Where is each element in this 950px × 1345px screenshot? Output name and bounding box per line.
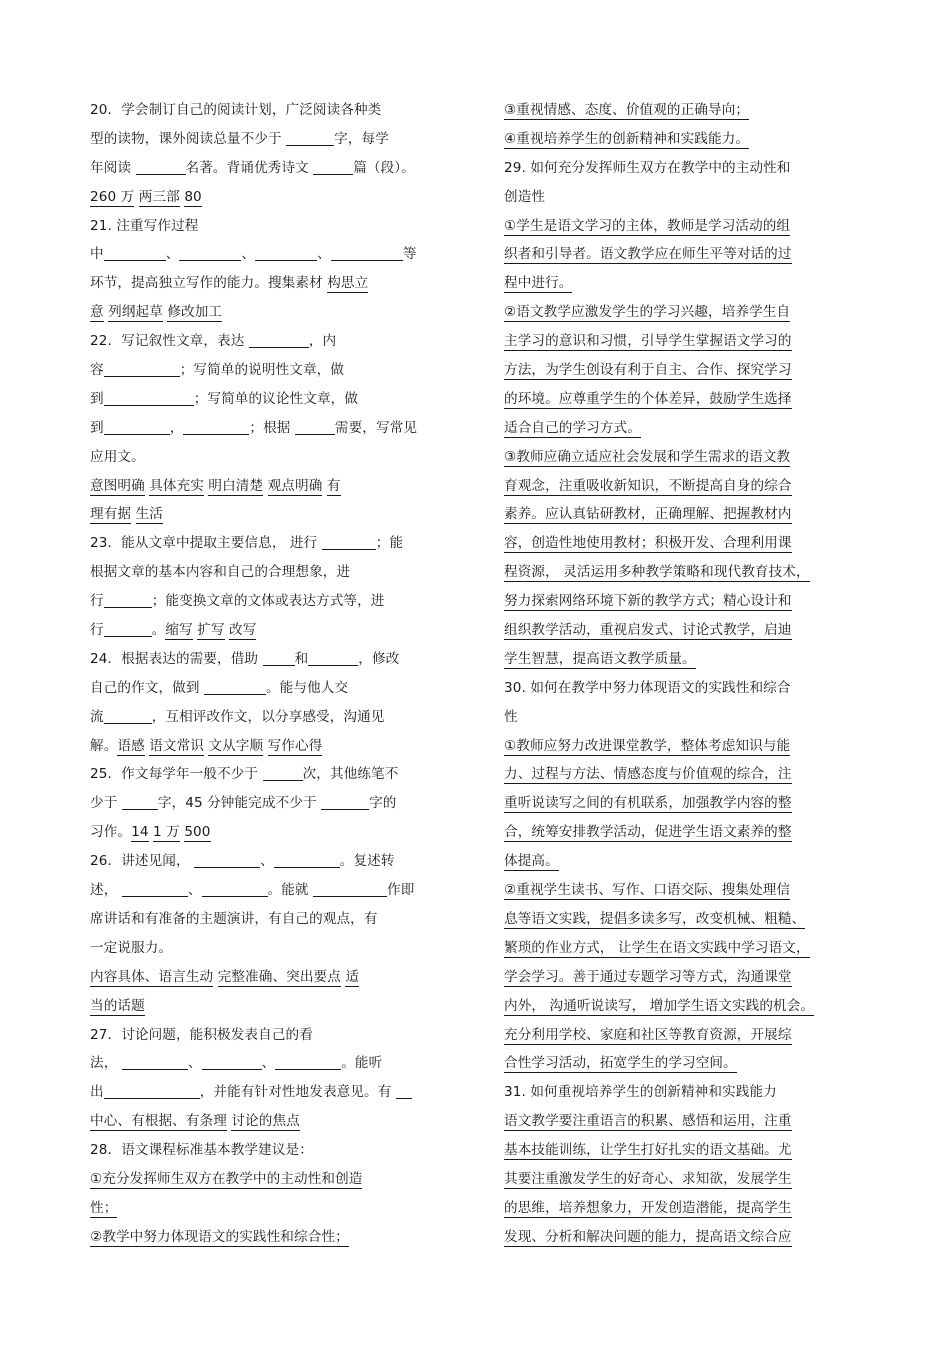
question-text: 作即 <box>387 882 415 899</box>
answer-blank <box>104 590 152 608</box>
question-text: 。能与他人交 <box>265 679 349 696</box>
answer-text: 中心、有根据、有条理 <box>90 1113 227 1130</box>
question-text: 、 <box>261 1055 276 1072</box>
answer-text: 合，统筹安排教学活动，促进学生语文素养的整 <box>504 824 792 841</box>
answer-blank <box>183 417 249 435</box>
question-text: 应用文。 <box>90 448 145 465</box>
text-line <box>504 732 864 761</box>
text-line <box>504 500 864 529</box>
question-text: 根据文章的基本内容和自己的合理想象，进 <box>90 564 351 581</box>
question-text: 性 <box>504 708 518 725</box>
text-line <box>90 212 450 241</box>
question-text: 解。 <box>90 737 118 754</box>
question-text: 、 <box>187 882 202 899</box>
question-text: 字，每学 <box>334 130 389 147</box>
question-text: 22．写记叙性文章，表达 <box>90 333 249 350</box>
answer-text: 合性学习活动，拓宽学生的学习空间。 <box>504 1055 737 1072</box>
text-line <box>90 327 450 356</box>
answer-text: ②重视学生读书、写作、口语交际、搜集处理信 <box>504 882 791 899</box>
answer-text: 重听说读写之间的有机联系，加强教学内容的整 <box>504 795 792 812</box>
answer-text: 体提高。 <box>504 853 559 870</box>
answer-text: 意 <box>90 304 104 321</box>
question-text: ， <box>169 419 184 436</box>
text-line <box>504 1049 864 1078</box>
text-line <box>90 587 450 616</box>
text-line <box>90 1021 450 1050</box>
text-line <box>90 558 450 587</box>
answer-text: 的环境。应尊重学生的个体差异，鼓励学生选择 <box>504 390 792 407</box>
text-line <box>504 529 864 558</box>
answer-blank <box>396 1081 412 1099</box>
question-text: ；能变换文章的文体或表达方式等，进 <box>151 593 385 610</box>
text-line <box>90 732 450 761</box>
text-line <box>504 269 864 298</box>
answer-text: ④重视培养学生的创新精神和实践能力。 <box>504 130 750 147</box>
question-text: 、 <box>165 246 180 263</box>
question-text <box>263 738 267 754</box>
answer-text: ①充分发挥师生双方在教学中的主动性和创造 <box>90 1170 363 1187</box>
question-text: 中 <box>90 246 104 263</box>
answer-text: 息等语文实践，提倡多读多写，改变机械、粗糙、 <box>504 910 806 927</box>
question-text: 。能听 <box>341 1055 383 1072</box>
text-line <box>504 298 864 327</box>
text-line <box>90 298 450 327</box>
answer-text: 发现、分析和解决问题的能力，提高语文综合应 <box>504 1228 792 1245</box>
text-line <box>90 818 450 847</box>
text-line <box>90 963 450 992</box>
answer-text: 语文教学要注重语言的积累、感悟和运用，注重 <box>504 1113 792 1130</box>
answer-blank <box>136 157 186 175</box>
answer-text: ①学生是语文学习的主体，教师是学习活动的组 <box>504 217 791 234</box>
answer-text: 文从字顺 <box>208 737 264 754</box>
text-line <box>504 789 864 818</box>
text-line <box>504 327 864 356</box>
question-text: 容 <box>90 362 104 379</box>
answer-blank <box>104 706 152 724</box>
text-line <box>90 183 450 212</box>
text-line <box>504 154 864 183</box>
question-text: 需要，写常见 <box>334 419 418 436</box>
text-line <box>90 703 450 732</box>
question-text: 21. 注重写作过程 <box>90 217 199 234</box>
text-line <box>504 616 864 645</box>
answer-text: 改写 <box>229 622 257 639</box>
question-text: 创造性 <box>504 188 546 205</box>
answer-blank <box>322 532 376 550</box>
text-line <box>90 96 450 125</box>
text-line <box>504 674 864 703</box>
answer-text: 性； <box>90 1199 118 1216</box>
answer-text: 1 万 <box>153 824 180 841</box>
question-text: 字的 <box>369 795 397 812</box>
text-line <box>90 1165 450 1194</box>
text-line <box>504 558 864 587</box>
answer-blank <box>204 677 266 695</box>
question-text: 28．语文课程标准基本教学建议是： <box>90 1142 313 1159</box>
answer-text: ③教师应确立适应社会发展和学生需求的语文教 <box>504 448 791 465</box>
answer-text: 理有据 <box>90 506 132 523</box>
text-line <box>504 645 864 674</box>
text-line <box>90 645 450 674</box>
text-line <box>504 876 864 905</box>
answer-text: 构思立 <box>327 275 369 292</box>
answer-text: 语感 <box>117 737 145 754</box>
text-line <box>504 818 864 847</box>
question-text: 26．讲述见闻， <box>90 853 195 870</box>
answer-text: 写作心得 <box>267 737 323 754</box>
answer-text: 基本技能训练，让学生打好扎实的语文基础。尤 <box>504 1142 792 1159</box>
text-line <box>90 240 450 269</box>
text-line <box>90 443 450 472</box>
text-line <box>504 96 864 125</box>
question-text: 、 <box>187 1055 202 1072</box>
question-text: 年阅读 <box>90 159 136 176</box>
answer-text: 织者和引导者。语文教学应在师生平等对话的过 <box>504 246 792 263</box>
text-line <box>90 414 450 443</box>
text-line <box>504 1165 864 1194</box>
text-line <box>504 1078 864 1107</box>
text-line <box>504 212 864 241</box>
answer-text: 260 万 <box>90 188 135 205</box>
text-line <box>504 356 864 385</box>
left-column <box>90 96 450 1252</box>
text-line <box>90 154 450 183</box>
question-text: 和 <box>294 650 309 667</box>
question-text: 行 <box>90 622 104 639</box>
question-text: ，并能有针对性地发表意见。有 <box>199 1084 396 1101</box>
answer-text: 500 <box>184 824 211 841</box>
answer-text: 素养。应认真钻研教材，正确理解、把握教材内 <box>504 506 792 523</box>
text-line <box>504 760 864 789</box>
question-text: 篇（段）。 <box>353 159 415 176</box>
question-text: 、 <box>241 246 256 263</box>
answer-text: 意图明确 <box>90 477 145 494</box>
text-line <box>90 1194 450 1223</box>
text-line <box>90 1136 450 1165</box>
answer-blank <box>331 243 403 261</box>
answer-text: 程中进行。 <box>504 275 573 292</box>
answer-text: 语文常识 <box>149 737 204 754</box>
answer-blank <box>104 359 180 377</box>
answer-text: 育观念，注重吸收新知识，不断提高自身的综合 <box>504 477 792 494</box>
text-line <box>90 847 450 876</box>
question-text: 。复述转 <box>339 853 395 870</box>
text-line <box>90 876 450 905</box>
text-line <box>504 703 864 732</box>
answer-text: 组织教学活动，重视启发式、讨论式教学，启迪 <box>504 622 792 639</box>
answer-text: 适合自己的学习方式。 <box>504 419 641 436</box>
text-line <box>90 500 450 529</box>
text-line <box>504 1136 864 1165</box>
text-line <box>504 992 864 1021</box>
answer-text: ①教师应努力改进课堂教学，整体考虑知识与能 <box>504 737 791 754</box>
text-line <box>504 385 864 414</box>
answer-text: 列纲起草 <box>108 304 163 321</box>
answer-text: 适 <box>345 968 360 985</box>
answer-blank <box>122 792 158 810</box>
text-line <box>504 934 864 963</box>
question-text: 习作。 <box>90 824 132 841</box>
answer-blank <box>179 243 241 261</box>
answer-text: ②教学中努力体现语文的实践性和综合性； <box>90 1228 349 1245</box>
text-line <box>504 125 864 154</box>
answer-text: 讨论的焦点 <box>231 1113 300 1130</box>
question-text: 24．根据表达的需要，借助 <box>90 650 263 667</box>
text-line <box>90 674 450 703</box>
question-text: 字，45 分钟能完成不少于 <box>157 795 322 812</box>
answer-blank <box>202 1052 262 1070</box>
question-text: 23．能从文章中提取主要信息， 进行 <box>90 535 322 552</box>
text-line <box>504 240 864 269</box>
answer-text: 内容具体、语言生动 <box>90 968 214 985</box>
question-text: 次，其他练笔不 <box>302 766 399 783</box>
question-text: ；写简单的说明性文章，做 <box>179 362 345 379</box>
question-text: ；能 <box>375 535 404 552</box>
answer-blank <box>202 879 268 897</box>
question-text: 一定说服力。 <box>90 939 173 956</box>
question-text: 自己的作文，做到 <box>90 679 204 696</box>
answer-blank <box>104 243 166 261</box>
answer-blank <box>194 850 260 868</box>
answer-text: ③重视情感、态度、价值观的正确导向； <box>504 102 750 118</box>
answer-text: 14 <box>131 824 149 841</box>
question-text: 31. 如何重视培养学生的创新精神和实践能力 <box>504 1084 777 1101</box>
question-text: 述， <box>90 882 122 899</box>
answer-blank <box>104 1081 200 1099</box>
question-text: 29. 如何充分发挥师生双方在教学中的主动性和 <box>504 159 791 176</box>
question-text: 、 <box>260 853 274 870</box>
answer-text: 努力探索网络环境下新的教学方式；精心设计和 <box>504 593 792 610</box>
text-line <box>90 125 450 154</box>
answer-blank <box>249 330 309 348</box>
answer-text: 缩写 <box>165 622 193 639</box>
text-line <box>90 356 450 385</box>
answer-text: 繁琐的作业方式， 让学生在语文实践中学习语文， <box>504 939 810 956</box>
text-line <box>90 529 450 558</box>
question-text <box>131 506 135 522</box>
question-text: 型的读物，课外阅读总量不少于 <box>90 130 287 147</box>
answer-text: 明白清楚 <box>208 477 264 494</box>
answer-text: 主学习的意识和习惯，引导学生掌握语文学习的 <box>504 333 792 350</box>
question-text: 。能就 <box>267 882 314 899</box>
answer-blank <box>313 879 387 897</box>
text-line <box>90 992 450 1021</box>
question-text: 环节，提高独立写作的能力。搜集素材 <box>90 275 328 292</box>
answer-blank <box>313 157 353 175</box>
question-text: 少于 <box>90 795 122 812</box>
text-line <box>504 905 864 934</box>
question-text: 等 <box>402 246 417 263</box>
question-text: 出 <box>90 1084 104 1101</box>
answer-text: 程资源， 灵活运用多种教学策略和现代教育技术， <box>504 564 810 581</box>
text-line <box>90 385 450 414</box>
answer-text: 修改加工 <box>167 304 223 321</box>
text-line <box>504 472 864 501</box>
question-text: 20．学会制订自己的阅读计划，广泛阅读各种类 <box>90 102 382 118</box>
question-text: 行 <box>90 593 104 610</box>
answer-blank <box>321 792 369 810</box>
answer-blank <box>104 619 152 637</box>
question-text: 30. 如何在教学中努力体现语文的实践性和综合 <box>504 679 791 696</box>
question-text: ，修改 <box>358 650 400 667</box>
answer-text: 观点明确 <box>267 477 323 494</box>
answer-text: 的思维，培养想象力，开发创造潜能，提高学生 <box>504 1199 792 1216</box>
answer-blank <box>122 1052 188 1070</box>
question-text: 25．作文每学年一般不少于 <box>90 766 263 783</box>
answer-text: 其要注重激发学生的好奇心、求知欲，发展学生 <box>504 1170 792 1187</box>
answer-text: 方法，为学生创设有利于自主、合作、探究学习 <box>504 362 792 379</box>
text-line <box>504 443 864 472</box>
question-text: 名著。背诵优秀诗文 <box>185 159 314 176</box>
answer-blank <box>104 388 194 406</box>
text-line <box>504 963 864 992</box>
text-line <box>90 789 450 818</box>
answer-text: 当的话题 <box>90 997 145 1014</box>
text-line <box>504 1223 864 1252</box>
question-text: ；写简单的议论性文章，做 <box>193 390 359 407</box>
text-line <box>504 1194 864 1223</box>
answer-blank <box>263 648 295 666</box>
question-text: 到 <box>90 390 104 407</box>
text-line <box>90 760 450 789</box>
text-line <box>504 414 864 443</box>
text-line <box>504 847 864 876</box>
answer-text: 具体充实 <box>149 477 204 494</box>
question-text: ；根据 <box>249 419 295 436</box>
question-text: 、 <box>317 246 331 263</box>
answer-text: 80 <box>184 188 202 205</box>
text-line <box>90 1078 450 1107</box>
answer-text: 学会学习。善于通过专题学习等方式，沟通课堂 <box>504 968 792 985</box>
text-line <box>90 616 450 645</box>
text-line <box>504 1107 864 1136</box>
question-text: 27．讨论问题，能积极发表自己的看 <box>90 1026 313 1043</box>
answer-text: 力、过程与方法、情感态度与价值观的综合，注 <box>504 766 792 783</box>
answer-text: 有 <box>326 477 341 494</box>
text-line <box>90 472 450 501</box>
answer-blank <box>104 417 170 435</box>
answer-text: 完整准确、突出要点 <box>217 968 341 985</box>
answer-blank <box>275 1052 341 1070</box>
question-text: 。 <box>151 622 166 639</box>
answer-text: 充分利用学校、家庭和社区等教育资源，开展综 <box>504 1026 792 1043</box>
text-line <box>90 905 450 934</box>
question-text <box>263 478 267 494</box>
answer-text: 内外， 沟通听说读写， 增加学生语文实践的机会。 <box>504 997 815 1014</box>
text-line <box>90 1049 450 1078</box>
answer-blank <box>255 243 317 261</box>
text-line <box>504 587 864 616</box>
text-line <box>90 1107 450 1136</box>
answer-text: ②语文教学应激发学生的学习兴趣，培养学生自 <box>504 304 791 321</box>
text-line <box>504 183 864 212</box>
text-line <box>90 269 450 298</box>
answer-blank <box>308 648 358 666</box>
answer-blank <box>295 417 335 435</box>
question-text: 到 <box>90 419 104 436</box>
answer-text: 生活 <box>135 506 163 523</box>
answer-blank <box>122 879 188 897</box>
answer-text: 两三部 <box>138 188 180 205</box>
answer-blank <box>274 850 340 868</box>
text-line <box>90 934 450 963</box>
answer-text: 容，创造性地使用教材；积极开发、合理利用课 <box>504 535 792 552</box>
question-text: ，内 <box>308 333 337 350</box>
answer-blank <box>286 128 334 146</box>
question-text: ，互相评改作文，以分享感受，沟通见 <box>151 708 385 725</box>
answer-blank <box>263 763 303 781</box>
question-text: 席讲话和有准备的主题演讲，有自己的观点，有 <box>90 910 378 927</box>
text-line <box>504 1021 864 1050</box>
question-text <box>213 969 217 985</box>
question-text: 流 <box>90 708 104 725</box>
answer-text: 学生智慧，提高语文教学质量。 <box>504 650 696 667</box>
text-line <box>90 1223 450 1252</box>
answer-text: 扩写 <box>197 622 225 639</box>
right-column <box>504 96 864 1252</box>
question-text: 法， <box>90 1055 122 1072</box>
